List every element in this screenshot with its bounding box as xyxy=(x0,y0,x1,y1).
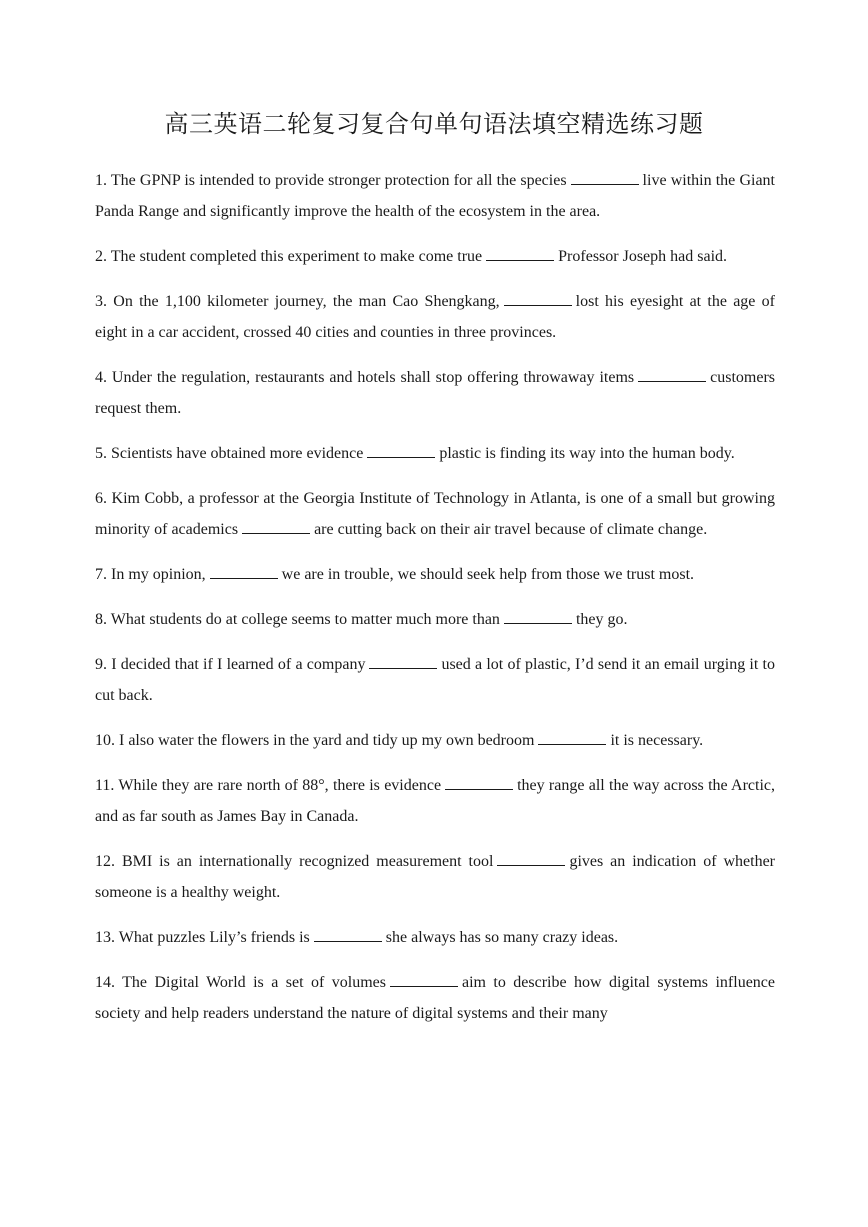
question-text-after: lost his eyesight at the age of eight in a car accident, crossed 40 cities and counties in three provinces. xyxy=(95,293,776,341)
question-text-after: gives an indication of whether someone is a healthy weight. xyxy=(95,853,776,901)
question-text-before: 4. Under the regulation, restaurants and hotels shall stop offering throwaway items xyxy=(95,369,635,386)
question-text-after: Professor Joseph had said. xyxy=(558,248,728,265)
question-text-after: we are in trouble, we should seek help from those we trust most. xyxy=(281,566,695,583)
answer-blank xyxy=(242,521,310,534)
answer-blank xyxy=(571,172,639,185)
question-item xyxy=(95,846,775,908)
answer-blank xyxy=(497,853,565,866)
question-text-before: 5. Scientists have obtained more evidence xyxy=(95,445,364,462)
question-item xyxy=(95,604,775,635)
question-item xyxy=(95,649,775,711)
question-item xyxy=(95,483,775,545)
question-text-after: are cutting back on their air travel because of climate change. xyxy=(314,521,708,538)
question-text-before: 8. What students do at college seems to matter much more than xyxy=(95,611,500,628)
question-text-after: plastic is finding its way into the human body. xyxy=(439,445,735,462)
question-text-after: used a lot of plastic, I’d send it an email urging it to cut back. xyxy=(95,656,775,704)
answer-blank xyxy=(504,611,572,624)
page-title: 高三英语二轮复习复合句单句语法填空精选练习题 xyxy=(164,110,704,138)
question-item xyxy=(95,922,775,953)
answer-blank xyxy=(638,369,706,382)
question-text-after: customers request them. xyxy=(95,369,775,417)
question-text-before: 13. What puzzles Lily’s friends is xyxy=(95,929,310,946)
question-text-before: 10. I also water the flowers in the yard and tidy up my own bedroom xyxy=(95,732,535,749)
question-text-after: aim to describe how digital systems influence society and help readers understand the nature of digital systems and their many xyxy=(95,974,776,1022)
question-text-before: 6. Kim Cobb, a professor at the Georgia Institute of Technology in Atlanta, is one of a small but growing minority of academics xyxy=(95,490,775,538)
question-text-after: she always has so many crazy ideas. xyxy=(385,929,619,946)
question-text-before: 2. The student completed this experiment to make come true xyxy=(95,248,483,265)
question-text-after: live within the Giant Panda Range and significantly improve the health of the ecosystem in the area. xyxy=(95,172,775,220)
answer-blank xyxy=(314,929,382,942)
question-text-before: 3. On the 1,100 kilometer journey, the man Cao Shengkang, xyxy=(95,293,500,310)
answer-blank xyxy=(210,566,278,579)
answer-blank xyxy=(445,777,513,790)
question-item xyxy=(95,967,775,1029)
answer-blank xyxy=(538,732,606,745)
question-item xyxy=(95,286,775,348)
answer-blank xyxy=(367,445,435,458)
question-item xyxy=(95,165,775,227)
answer-blank xyxy=(390,974,458,987)
question-item xyxy=(95,559,775,590)
question-item xyxy=(95,725,775,756)
question-text-before: 12. BMI is an internationally recognized measurement tool xyxy=(95,853,494,870)
question-text-before: 14. The Digital World is a set of volumes xyxy=(95,974,386,991)
question-list xyxy=(95,165,775,1043)
question-text-before: 9. I decided that if I learned of a company xyxy=(95,656,366,673)
question-text-after: they go. xyxy=(575,611,628,628)
question-text-before: 7. In my opinion, xyxy=(95,566,206,583)
question-text-after: they range all the way across the Arctic, and as far south as James Bay in Canada. xyxy=(95,777,775,825)
answer-blank xyxy=(486,248,554,261)
question-item xyxy=(95,770,775,832)
answer-blank xyxy=(369,656,437,669)
question-item xyxy=(95,438,775,469)
question-text-before: 11. While they are rare north of 88°, there is evidence xyxy=(95,777,442,794)
answer-blank xyxy=(504,293,572,306)
question-item xyxy=(95,241,775,272)
question-text-before: 1. The GPNP is intended to provide stronger protection for all the species xyxy=(95,172,567,189)
question-item xyxy=(95,362,775,424)
question-text-after: it is necessary. xyxy=(610,732,704,749)
